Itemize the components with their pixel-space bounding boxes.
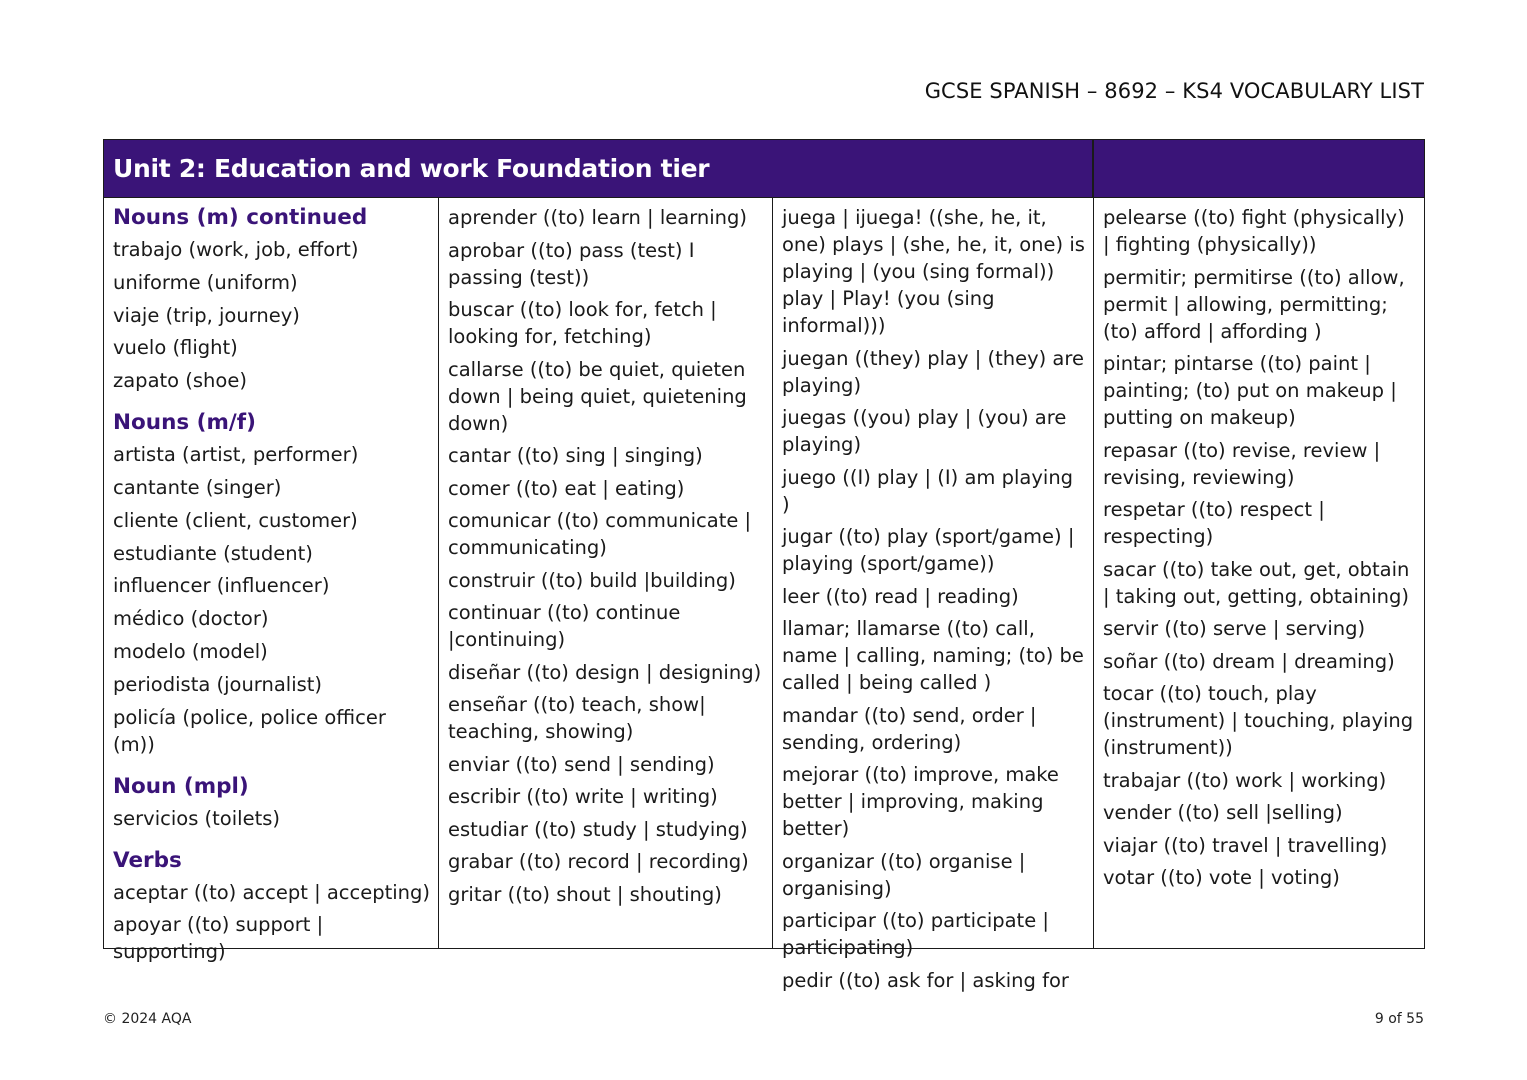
vocab-entry: viajar ((to) travel | travelling) [1103,833,1388,857]
heading-divider [1092,140,1094,197]
section-title: Noun (mpl) [113,773,249,799]
vocab-entry: aceptar ((to) accept | accepting) [113,880,431,904]
vocab-entry: organizar ((to) organise | organising) [782,849,1026,900]
column-4 [1093,198,1423,948]
vocab-entry: votar ((to) vote | voting) [1103,866,1340,889]
vocab-entry: construir ((to) build |building) [448,568,736,592]
vocab-entry: comer ((to) eat | eating) [448,476,685,500]
document-header-title: GCSE SPANISH – 8692 – KS4 VOCABULARY LIST [924,79,1424,103]
vocab-entry: respetar ((to) respect | respecting) [1103,498,1325,548]
vocab-entry: pintar; pintarse ((to) paint | painting; (to) put on makeup | putting on makeup) [1103,352,1397,429]
vocab-entry: llamar; llamarse ((to) call, name | calling, naming; (to) be called | being called ) [782,617,1084,694]
vocab-entry: periodista (journalist) [113,672,323,696]
vocab-entry: servir ((to) serve | serving) [1103,617,1366,640]
page-number: 9 of 55 [1374,1011,1424,1027]
table-heading: Unit 2: Education and work Foundation tier [113,154,710,183]
footer-copyright: © 2024 AQA [103,1011,192,1027]
vocab-entry: juego ((I) play | (I) am playing ) [782,465,1074,516]
vocab-entry: influencer (influencer) [113,574,330,598]
vocab-entry: trabajar ((to) work | working) [1103,768,1387,792]
vocab-entry: buscar ((to) look for, fetch | looking for, fetching) [448,298,717,348]
vocab-entry: juegan ((they) play | (they) are playing) [782,346,1084,397]
vocab-entry: aprobar ((to) pass (test) I passing (test)) [448,238,695,289]
vocab-entry: comunicar ((to) communicate | communicating) [448,509,752,559]
vocab-entry: mejorar ((to) improve, make better | improving, making better) [782,763,1059,840]
vocab-entry: artista (artist, performer) [113,443,359,467]
vocab-entry: estudiante (student) [113,541,313,565]
vocab-entry: vuelo (flight) [113,336,238,360]
vocab-entry: cantar ((to) sing | singing) [448,444,703,467]
vocab-entry: cliente (client, customer) [113,508,358,532]
vocab-entry: juega | ijuega! ((she, he, it, one) plays | (she, he, it, one) is playing | (you (sing formal)) play | Play! (you (sing informal))) [782,206,1085,337]
vocab-entry: vender ((to) sell |selling) [1103,801,1343,824]
vocab-entry: participar ((to) participate | participating) [782,909,1049,959]
vocab-entry: sacar ((to) take out, get, obtain | taking out, getting, obtaining) [1103,557,1410,608]
vocab-entry: cantante (singer) [113,475,282,499]
vocabulary-table [103,139,1425,992]
vocab-entry: continuar ((to) continue |continuing) [448,601,681,651]
table-heading-bar [104,140,1424,198]
vocab-entry: servicios (toilets) [113,806,280,830]
vocab-entry: enviar ((to) send | sending) [448,752,715,776]
vocab-entry: aprender ((to) learn | learning) [448,206,747,229]
vocab-entry: mandar ((to) send, order | sending, ordering) [782,703,1037,754]
vocab-entry: médico (doctor) [113,607,269,631]
column-3 [772,198,1093,992]
vocab-entry: pedir ((to) ask for | asking for [782,968,1069,992]
vocab-entry: tocar ((to) touch, play (instrument) | touching, playing (instrument)) [1103,682,1414,759]
vocab-entry: trabajo (work, job, effort) [113,238,359,261]
column-1 [104,198,438,964]
vocab-entry: repasar ((to) revise, review | revising, reviewing) [1103,438,1381,489]
vocab-entry: grabar ((to) record | recording) [448,850,749,873]
vocab-entry: apoyar ((to) support | supporting) [113,913,324,964]
vocab-entry: uniforme (uniform) [113,270,298,294]
vocab-entry: diseñar ((to) design | designing) [448,660,762,684]
column-2 [438,198,772,948]
vocab-entry: soñar ((to) dream | dreaming) [1103,649,1395,673]
vocab-entry: zapato (shoe) [113,369,247,393]
section-title: Nouns (m/f) [113,410,256,436]
vocab-entry: enseñar ((to) teach, show| teaching, showing) [448,693,706,743]
vocab-entry: leer ((to) read | reading) [782,584,1019,608]
vocab-entry: modelo (model) [113,639,268,663]
section-title: Verbs [113,847,182,873]
section-title: Nouns (m) continued [113,205,368,230]
vocab-entry: viaje (trip, journey) [113,303,300,327]
vocab-entry: juegas ((you) play | (you) are playing) [782,406,1067,456]
vocab-entry: permitir; permitirse ((to) allow, permit | allowing, permitting; (to) afford | affording ) [1103,265,1405,343]
vocab-entry: callarse ((to) be quiet, quieten down | being quiet, quietening down) [448,357,747,435]
vocab-entry: policía (police, police officer (m)) [113,705,386,756]
vocab-entry: jugar ((to) play (sport/game) | playing (sport/game)) [782,525,1075,575]
vocab-entry: pelearse ((to) fight (physically) | fighting (physically)) [1103,206,1405,256]
vocab-entry: estudiar ((to) study | studying) [448,817,748,841]
vocab-entry: gritar ((to) shout | shouting) [448,882,722,906]
vocab-entry: escribir ((to) write | writing) [448,785,718,808]
